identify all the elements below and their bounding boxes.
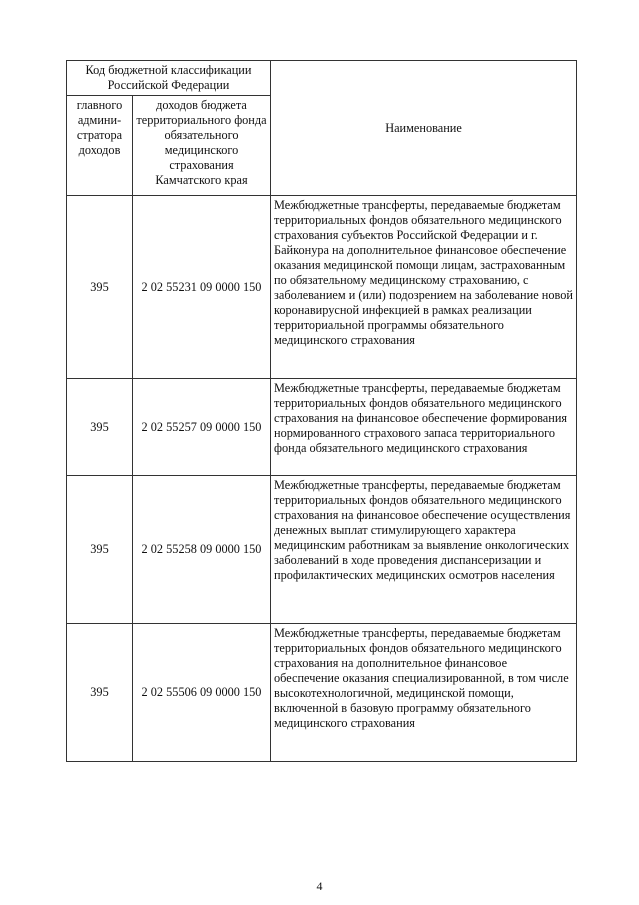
income-name-cell: Межбюджетные трансферты, передаваемые бюджетам территориальных фондов обязательного медицинского страхования субъектов Российской Федерации и г. Байконура на дополнительное финансовое обеспечение оказания медицинской помощи лицам, застрахованным по обязательному медицинскому страхованию, с заболеванием и (или) подозрением на заболевание новой коронавирусной инфекцией в рамках реализации территориальной программы обязательного медицинского страхования: [271, 196, 577, 379]
header-group-cell: Код бюджетной классификации Российской Федерации: [67, 61, 271, 96]
admin-code-cell: 395: [67, 379, 133, 476]
income-name-cell: Межбюджетные трансферты, передаваемые бюджетам территориальных фондов обязательного медицинского страхования на дополнительное финансовое обеспечение оказания специализированной, в том числе высокотехнологичной, медицинской помощи, включенной в базовую программу обязательного медицинского страхования: [271, 624, 577, 762]
income-code-cell: 2 02 55257 09 0000 150: [133, 379, 271, 476]
table-row: [67, 196, 577, 379]
header-row-top: [67, 61, 577, 96]
header-admin-cell: главного админи-стратора доходов: [67, 96, 133, 196]
admin-code-cell: 395: [67, 624, 133, 762]
table-row: [67, 476, 577, 624]
admin-code-cell: 395: [67, 196, 133, 379]
income-name-cell: Межбюджетные трансферты, передаваемые бюджетам территориальных фондов обязательного медицинского страхования на финансовое обеспечение осуществления денежных выплат стимулирующего характера медицинским работникам за выявление онкологических заболеваний в ходе проведения диспансеризации и профилактических медицинских осмотров населения: [271, 476, 577, 624]
income-code-cell: 2 02 55506 09 0000 150: [133, 624, 271, 762]
table-row: [67, 379, 577, 476]
page-number: 4: [316, 879, 323, 893]
budget-classification-table: [66, 60, 577, 762]
header-name-cell: Наименование: [271, 61, 577, 196]
header-income-cell: доходов бюджета территориального фонда обязательного медицинского страхования Камчатского края: [133, 96, 271, 196]
income-code-cell: 2 02 55258 09 0000 150: [133, 476, 271, 624]
admin-code-cell: 395: [67, 476, 133, 624]
income-name-cell: Межбюджетные трансферты, передаваемые бюджетам территориальных фондов обязательного медицинского страхования на финансовое обеспечение формирования нормированного страхового запаса территориального фонда обязательного медицинского страхования: [271, 379, 577, 476]
income-code-cell: 2 02 55231 09 0000 150: [133, 196, 271, 379]
table-row: [67, 624, 577, 762]
